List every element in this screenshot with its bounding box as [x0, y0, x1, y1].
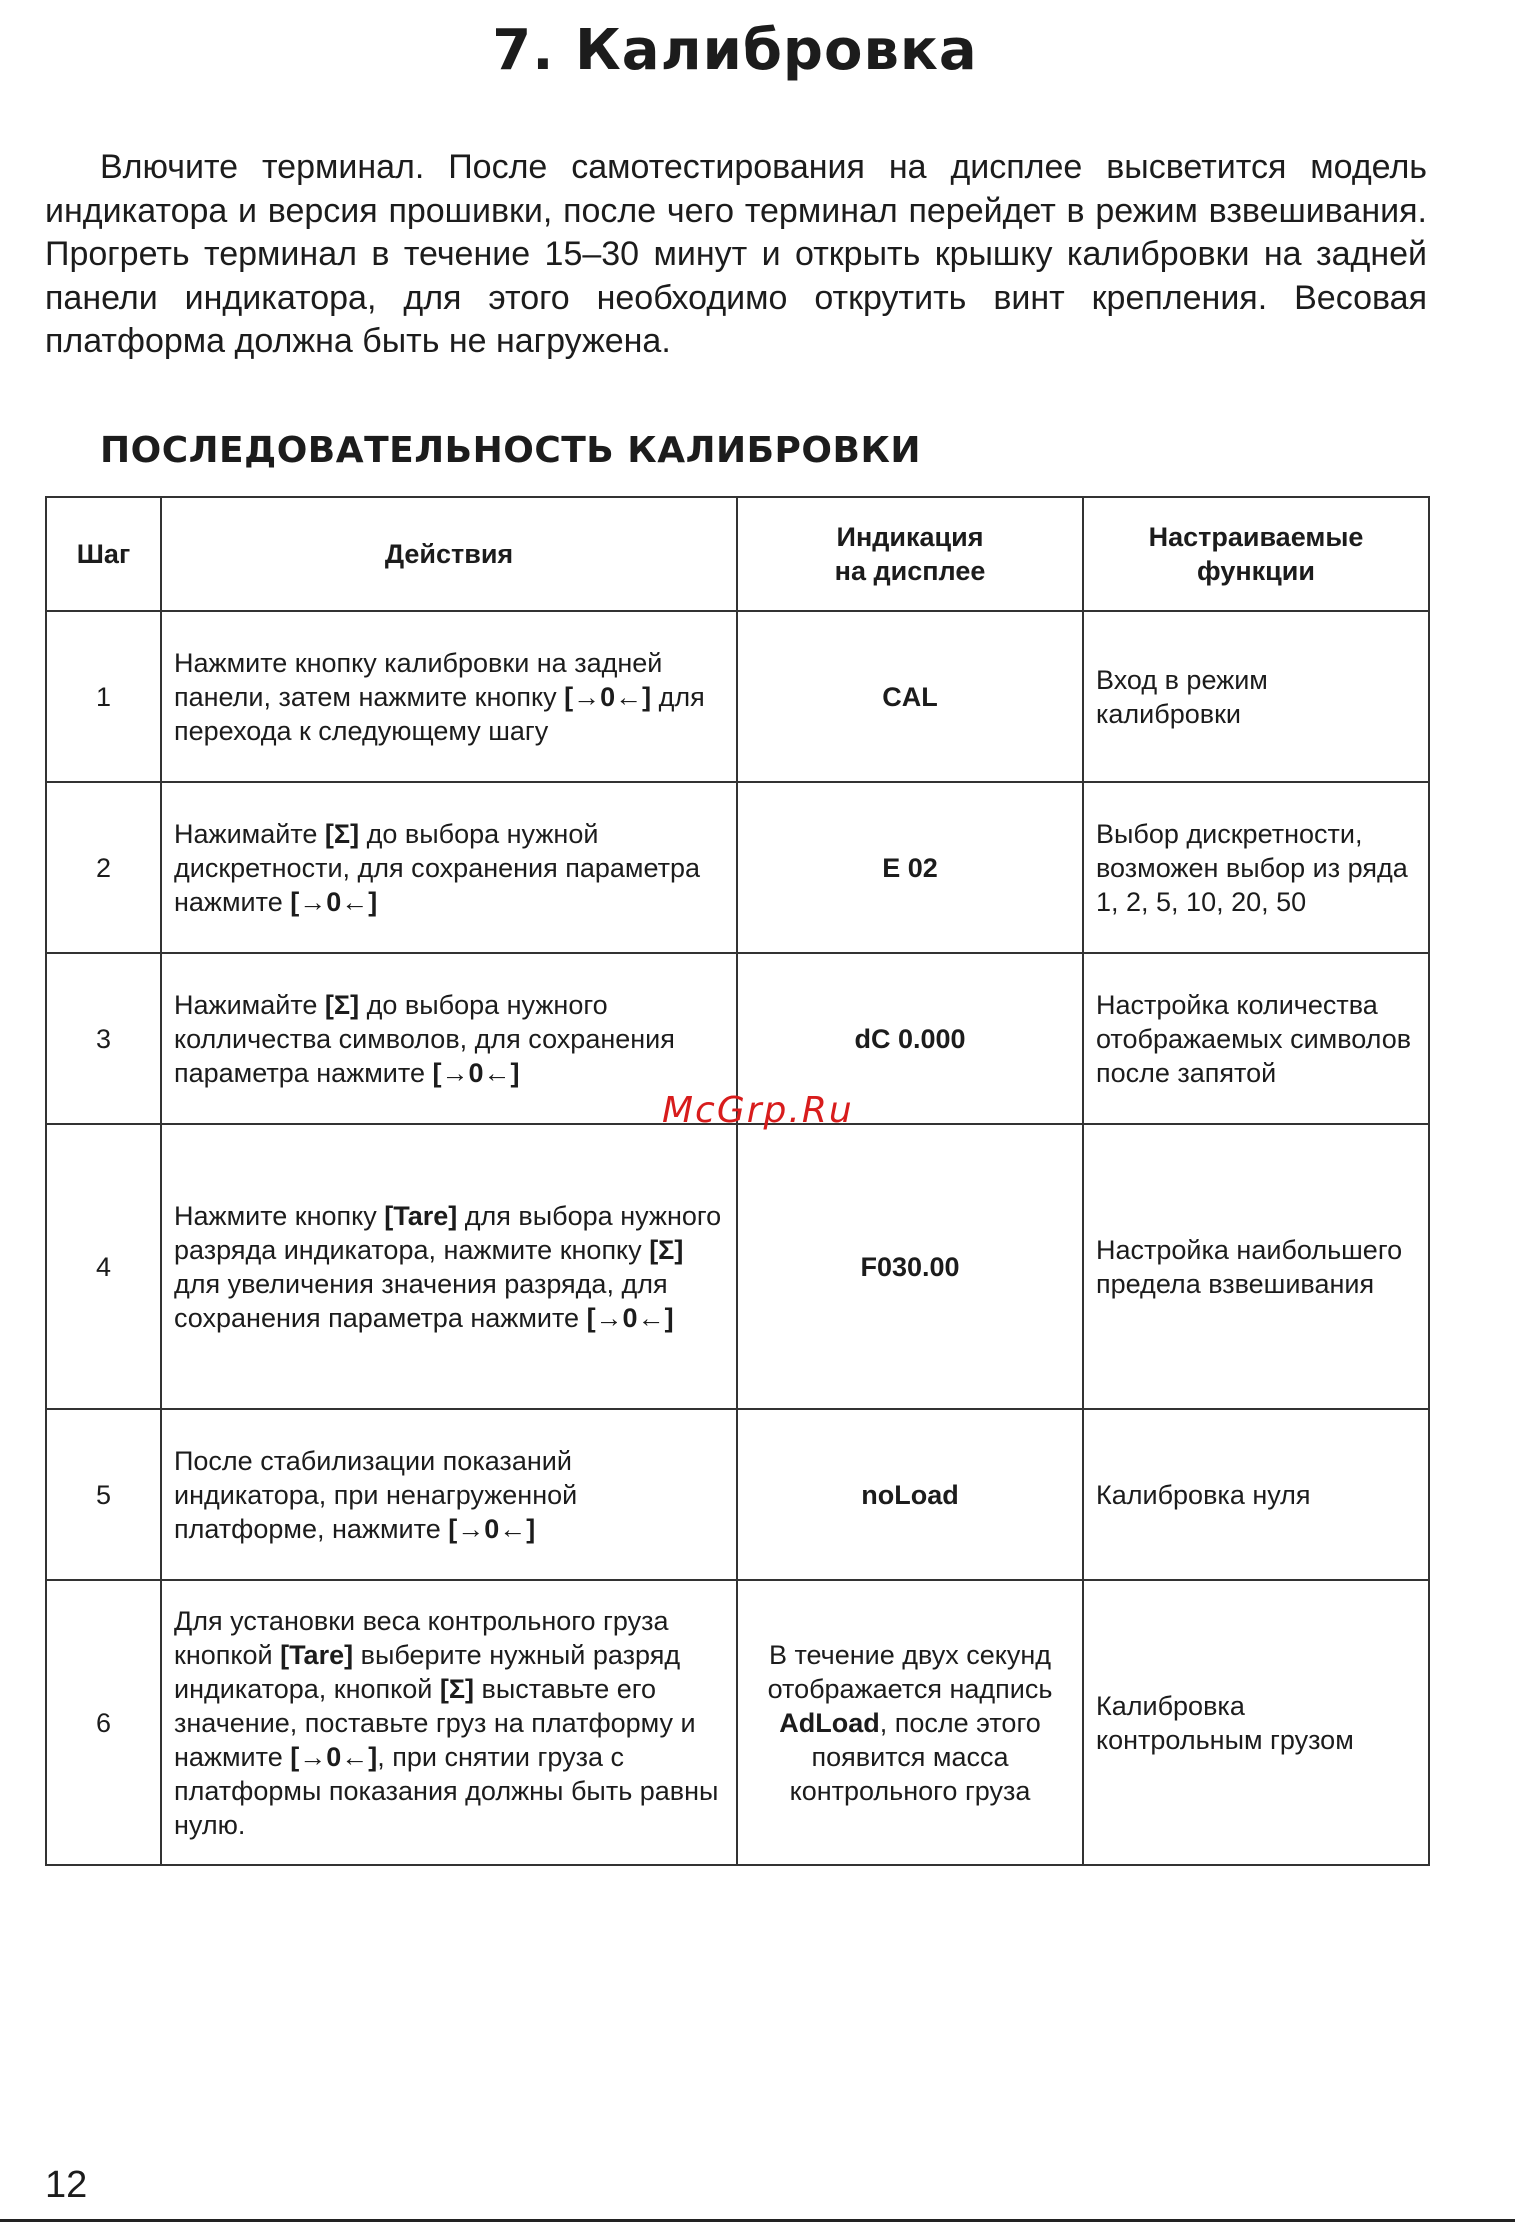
text-run: Нажимайте	[174, 818, 325, 849]
text-run: , после этого появится масса контрольного груза	[789, 1707, 1041, 1806]
key-label: [Σ]	[439, 1673, 475, 1704]
step-number: 5	[46, 1409, 161, 1580]
key-label: [Tare]	[280, 1639, 354, 1670]
table-header-row	[46, 497, 1429, 611]
display-indication: noLoad	[737, 1409, 1083, 1580]
step-number: 3	[46, 953, 161, 1124]
page-number: 12	[45, 2164, 88, 2206]
bottom-rule	[0, 2219, 1515, 2222]
step-number: 4	[46, 1124, 161, 1409]
text-run: Нажимайте	[174, 989, 325, 1020]
step-number: 2	[46, 782, 161, 953]
key-label: [→0←]	[290, 1741, 378, 1772]
table-row	[46, 611, 1429, 782]
key-label: [→0←]	[290, 886, 378, 917]
key-label: [Σ]	[324, 989, 360, 1020]
header-display-line1: Индикация	[836, 522, 984, 552]
key-label: [→0←]	[432, 1057, 520, 1088]
watermark: McGrp.Ru	[662, 1090, 854, 1131]
key-label: AdLoad	[779, 1707, 880, 1738]
key-label: [Σ]	[649, 1234, 684, 1265]
text-run: , при снятии груза с платформы показания должны быть равны нулю.	[174, 1741, 719, 1840]
configured-function: Настройка количества отображаемых символов после запятой	[1083, 953, 1429, 1124]
display-indication: E 02	[737, 782, 1083, 953]
text-run: до выбора нужного колличества символов, для сохранения параметра нажмите	[174, 989, 675, 1088]
text-run: для выбора нужного разряда индикатора, нажмите кнопку	[174, 1200, 722, 1265]
text-run: Для установки веса контрольного груза кнопкой	[174, 1605, 669, 1670]
table-body	[46, 611, 1429, 1865]
display-indication	[737, 1580, 1083, 1865]
text-run: выберите нужный разряд индикатора, кнопкой	[174, 1639, 681, 1704]
text-run: до выбора нужной дискретности, для сохранения параметра нажмите	[174, 818, 700, 917]
step-action	[161, 1580, 737, 1865]
key-label: [Tare]	[384, 1200, 458, 1231]
step-number: 1	[46, 611, 161, 782]
header-step-label: Шаг	[76, 539, 131, 569]
configured-function: Настройка наибольшего предела взвешивания	[1083, 1124, 1429, 1409]
configured-function: Вход в режим калибровки	[1083, 611, 1429, 782]
page-title: 7. Калибровка	[492, 18, 978, 83]
display-indication: CAL	[737, 611, 1083, 782]
step-action	[161, 953, 737, 1124]
text-run: для увеличения значения разряда, для сохранения параметра нажмите	[174, 1268, 668, 1333]
step-action	[161, 782, 737, 953]
intro-paragraph: Влючите терминал. После самотестирования на дисплее высветится модель индикатора и версия прошивки, после чего терминал перейдет в режим взвешивания. Прогреть терминал в течение 15–30 минут и открыть крышку калибровки на задней панели индикатора, для этого необходимо открутить винт крепления. Весовая платформа должна быть не нагружена.	[45, 148, 1427, 360]
key-label: [→0←]	[564, 681, 652, 712]
table-row	[46, 1580, 1429, 1865]
header-step	[46, 497, 161, 611]
text-run: Нажмите кнопку калибровки на задней панели, затем нажмите кнопку	[174, 647, 663, 712]
header-function	[1083, 497, 1429, 611]
header-action	[161, 497, 737, 611]
key-label: [→0←]	[448, 1513, 536, 1544]
text-run: После стабилизации показаний индикатора, при ненагруженной платформе, нажмите	[174, 1445, 578, 1544]
header-function-line2: функции	[1197, 556, 1315, 586]
header-display	[737, 497, 1083, 611]
key-label: [→0←]	[586, 1302, 674, 1333]
text-run: В течение двух секунд отображается надпись	[767, 1639, 1053, 1704]
section-title: ПОСЛЕДОВАТЕЛЬНОСТЬ КАЛИБРОВКИ	[100, 430, 922, 471]
configured-function: Калибровка нуля	[1083, 1409, 1429, 1580]
text-run: для перехода к следующему шагу	[174, 681, 705, 746]
header-display-line2: на дисплее	[834, 556, 986, 586]
table-row	[46, 1124, 1429, 1409]
configured-function: Выбор дискретности, возможен выбор из ряда 1, 2, 5, 10, 20, 50	[1083, 782, 1429, 953]
display-indication: F030.00	[737, 1124, 1083, 1409]
step-action	[161, 1124, 737, 1409]
text-run: выставьте его значение, поставьте груз на платформу и нажмите	[174, 1673, 696, 1772]
key-label: [Σ]	[324, 818, 360, 849]
table-row	[46, 782, 1429, 953]
step-number: 6	[46, 1580, 161, 1865]
text-run: Нажмите кнопку	[174, 1200, 385, 1231]
calibration-table	[45, 496, 1430, 1866]
header-function-line1: Настраиваемые	[1148, 522, 1364, 552]
configured-function: Калибровка контрольным грузом	[1083, 1580, 1429, 1865]
header-action-label: Действия	[384, 539, 514, 569]
display-indication: dC 0.000	[737, 953, 1083, 1124]
table-row	[46, 1409, 1429, 1580]
step-action	[161, 1409, 737, 1580]
step-action	[161, 611, 737, 782]
